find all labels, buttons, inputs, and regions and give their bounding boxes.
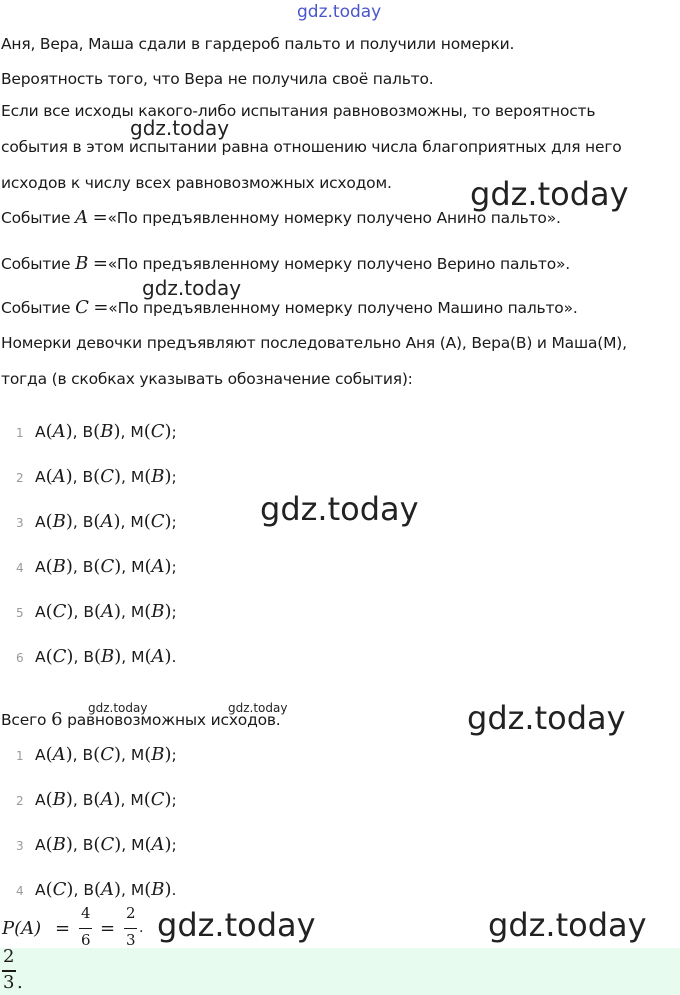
girl-label: М [131,558,145,576]
event-letter: B [52,789,66,810]
event-letter: A [52,421,66,442]
event-letter: A [52,466,66,487]
equals-sign: = [92,207,108,228]
list-item: 2 А(B), В(A), М(C); [16,789,177,810]
event-letter: C [52,879,67,900]
event-word: Событие [1,209,71,227]
item-end: ; [171,836,177,854]
fraction-bar [124,928,137,929]
probability-label: P(A) [2,918,42,939]
item-number: 3 [16,839,24,853]
total-prefix: Всего [1,711,47,729]
total-count: 6 [51,709,63,730]
girl-label: В [82,836,94,854]
equals-sign: = [100,918,116,939]
girl-label: В [83,603,94,621]
girl-label: А [35,558,46,576]
list-item: 6 А(C), В(B), М(A). [16,646,177,667]
event-letter: B [151,879,165,900]
event-letter: C [100,466,114,487]
text-line: события в этом испытании равна отношению числа благоприятных для него [1,138,622,156]
girl-label: В [82,423,94,441]
text-line: Аня, Вера, Маша сдали в гардероб пальто и получили номерки. [1,35,515,53]
watermark: gdz.today [157,906,316,944]
total-line [1,709,281,730]
event-letter: C [100,744,114,765]
event-letter: A [151,834,165,855]
girl-label: А [35,603,46,621]
girl-label: М [131,648,145,666]
girl-label: А [35,836,46,854]
girl-label: М [130,603,145,621]
watermark: gdz.today [470,175,629,213]
equals-sign: = [55,918,71,939]
equals-sign: = [92,253,108,274]
item-number: 4 [16,884,24,898]
event-letter: B [151,744,165,765]
event-letter: A [52,744,66,765]
list-item: 1 А(A), В(B), М(C); [16,421,177,442]
girl-label: А [35,468,46,486]
list-item: 4 А(B), В(C), М(A); [16,556,177,577]
event-letter: C [75,297,89,318]
equals-sign: = [93,297,109,318]
watermark: gdz.today [260,490,419,528]
watermark: gdz.today [488,906,647,944]
item-number: 1 [16,426,24,440]
event-letter: A [151,646,165,667]
list-item: 3 А(B), В(A), М(C); [16,511,177,532]
watermark: gdz.today [88,701,148,715]
girl-label: В [83,881,94,899]
fraction-numerator: 4 [81,904,91,922]
item-end: . [171,648,177,666]
event-letter: C [150,421,165,442]
girl-label: А [35,791,46,809]
item-end: ; [171,791,177,809]
final-numerator: 2 [3,946,15,967]
event-letter: B [151,466,165,487]
formula-dot: . [139,920,144,936]
item-number: 2 [16,794,24,808]
event-letter: A [100,511,114,532]
girl-label: В [82,558,94,576]
text-line: Если все исходы какого-либо испытания равновозможны, то вероятность [1,102,596,120]
text-line: тогда (в скобках указывать обозначение события): [1,370,413,388]
item-number: 6 [16,651,24,665]
girl-label: В [82,746,94,764]
girl-label: М [130,881,145,899]
event-letter: C [52,601,67,622]
event-letter: A [75,207,88,228]
girl-label: А [35,881,46,899]
fraction-denominator: 6 [81,931,91,949]
event-text: «По предъявленному номерку получено Машино пальто». [108,299,578,317]
final-dot: . [17,972,23,993]
item-number: 1 [16,749,24,763]
event-letter: B [100,421,114,442]
list-item: 5 А(C), В(A), М(B); [16,601,177,622]
event-letter: C [150,789,165,810]
girl-label: М [130,746,145,764]
list-item: 1 А(A), В(C), М(B); [16,744,177,765]
event-a-line [1,207,561,228]
event-letter: C [150,511,165,532]
girl-label: А [35,648,46,666]
item-end: ; [171,468,177,486]
event-letter: C [100,834,115,855]
event-text: «По предъявленному номерку получено Анино пальто». [107,209,561,227]
event-letter: A [151,556,165,577]
girl-label: М [130,468,145,486]
event-word: Событие [1,255,71,273]
item-number: 4 [16,561,24,575]
watermark: gdz.today [228,701,288,715]
event-letter: B [75,253,89,274]
item-number: 5 [16,606,24,620]
text-line: исходов к числу всех равновозможных исходом. [1,174,392,192]
girl-label: М [130,513,144,531]
final-denominator: 3 [3,972,15,993]
fraction-numerator: 2 [126,904,136,922]
item-end: ; [171,603,177,621]
watermark: gdz.today [142,276,242,300]
girl-label: А [35,746,46,764]
girl-label: В [82,468,94,486]
girl-label: А [35,513,46,531]
event-letter: A [100,879,114,900]
event-word: Событие [1,299,71,317]
event-letter: C [100,556,115,577]
event-letter: C [52,646,67,667]
item-end: . [171,881,177,899]
girl-label: А [35,423,46,441]
event-letter: B [100,646,115,667]
event-letter: B [52,834,66,855]
event-letter: A [100,789,114,810]
girl-label: М [131,836,145,854]
list-item: 2 А(A), В(C), М(B); [16,466,177,487]
watermark: gdz.today [130,116,230,140]
text-line: Вероятность того, что Вера не получила своё пальто. [1,70,434,88]
watermark: gdz.today [467,699,626,737]
list-item: 4 А(C), В(A), М(B). [16,879,177,900]
item-number: 2 [16,471,24,485]
item-end: ; [171,513,177,531]
event-letter: B [52,511,66,532]
answer-highlight [0,948,680,995]
event-letter: B [151,601,165,622]
event-c-line [1,297,578,318]
fraction-denominator: 3 [126,931,136,949]
event-letter: B [52,556,66,577]
item-end: ; [171,746,177,764]
event-letter: A [100,601,114,622]
item-number: 3 [16,516,24,530]
item-end: ; [171,423,177,441]
event-text: «По предъявленному номерку получено Верино пальто». [107,255,571,273]
watermark-top: gdz.today [297,2,382,22]
girl-label: В [82,513,94,531]
total-suffix: равновозможных исходов. [67,711,281,729]
item-end: ; [171,558,177,576]
girl-label: В [82,791,94,809]
event-b-line [1,253,570,274]
list-item: 3 А(B), В(C), М(A); [16,834,177,855]
girl-label: М [130,791,144,809]
fraction-bar [79,928,92,929]
girl-label: В [83,648,94,666]
girl-label: М [130,423,144,441]
text-line: Номерки девочки предъявляют последовательно Аня (А), Вера(В) и Маша(М), [1,334,627,352]
